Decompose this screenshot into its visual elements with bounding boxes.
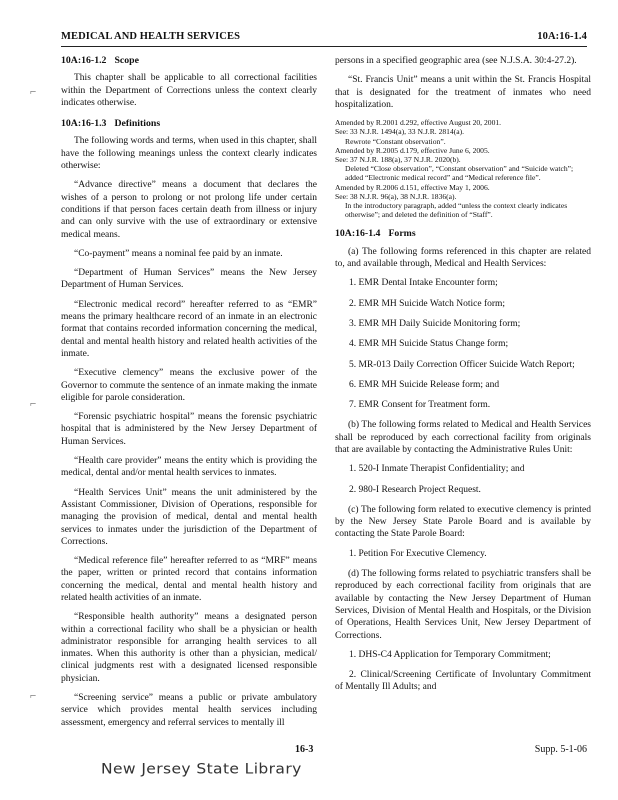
header-section: 10A:16-1.4 — [537, 31, 587, 42]
list-item: 4. EMR MH Suicide Status Change form; — [349, 339, 509, 350]
history-line: See: 37 N.J.R. 188(a), 37 N.J.R. 2020(b). — [335, 155, 461, 164]
list-item: 1. DHS-C4 Application for Temporary Commitment; — [349, 649, 551, 660]
section-number: 10A:16-1.2 — [61, 55, 107, 66]
history-line: Amended by R.2001 d.292, effective August 20, 2001. — [335, 118, 502, 128]
section-heading-forms — [335, 228, 591, 240]
list-item: 1. Petition For Executive Clemency. — [349, 548, 487, 559]
section-title: Scope — [114, 55, 139, 66]
history-line: See: 38 N.J.R. 96(a), 38 N.J.R. 1836(a). — [335, 191, 457, 201]
right-column — [335, 55, 591, 702]
amendment-history — [335, 118, 591, 219]
history-note: Deleted “Close observation”, “Constant observation” and “Suicide watch”; added “Electronic medical record” and “Medical reference file”. — [345, 164, 574, 183]
forms-paragraph-d: (d) The following forms related to psychiatric transfers shall be reproduced by each correctional facility from originals that are available by contacting the New Jersey Department of Human Services, Division of Mental Health and Hospitals, or the Division of Operations, Health Services Unit, New Jersey Department of Corrections. — [335, 569, 591, 641]
supplement-date: Supp. 5-1-06 — [534, 744, 587, 755]
section-number: 10A:16-1.4 — [335, 228, 381, 240]
scan-mark: ⌐ — [30, 690, 37, 702]
definition-paragraph: “Forensic psychiatric hospital” means the forensic psychiatric hospital that is administered by the New Jersey Department of Human Services. — [61, 412, 317, 447]
definition-paragraph: The following words and terms, when used in this chapter, shall have the following meanings unless the context clearly indicates otherwise: — [61, 136, 317, 172]
history-line: See: 33 N.J.R. 1494(a), 33 N.J.R. 2814(a). — [335, 127, 465, 137]
list-item: 2. Clinical/Screening Certificate of Involuntary Commitment of Mentally Ill Adults; and — [335, 670, 591, 693]
page-number: 16-3 — [295, 744, 314, 755]
left-column — [61, 55, 317, 736]
library-stamp: New Jersey State Library — [101, 760, 302, 778]
definition-paragraph: “Responsible health authority” means a designated person within a correctional facility who shall be a physician or health administrator responsible for arranging health services to all inmates. When this authority is other than a physician, medical/ clinical judgments rest with a designated licensed responsible physician. — [61, 612, 317, 684]
definition-paragraph: “Executive clemency” means the exclusive power of the Governor to commute the sentence of an inmate making the inmate eligible for parole consideration. — [61, 368, 317, 403]
definition-paragraph: “Electronic medical record” hereafter referred to as “EMR” means the primary healthcare record of an inmate in an electronic format that contains recorded information concerning the medical, dental and mental health history and related health activities of the inmate. — [61, 299, 317, 359]
definition-paragraph: “Screening service” means a public or private ambulatory service which provides mental health services including assessment, emergency and referral services to mentally ill — [61, 693, 317, 728]
history-note: Rewrote “Constant observation”. — [345, 136, 446, 146]
history-line: Amended by R.2005 d.179, effective June 6, 2005. — [335, 145, 490, 155]
running-header — [61, 31, 587, 42]
definition-paragraph: “St. Francis Unit” means a unit within the St. Francis Hospital that is designated for the treatment of inmates who need hospitalization. — [335, 75, 591, 110]
continuation-paragraph: persons in a specified geographic area (see N.J.S.A. 30:4-27.2). — [335, 56, 577, 66]
definition-paragraph: “Department of Human Services” means the New Jersey Department of Human Services. — [61, 268, 317, 291]
forms-paragraph-c: (c) The following form related to executive clemency is printed by the New Jersey State Parole Board and is available by contacting the State Parole Board: — [335, 504, 591, 540]
header-title: MEDICAL AND HEALTH SERVICES — [61, 31, 241, 42]
section-title: Definitions — [114, 118, 161, 130]
definition-paragraph: “Medical reference file” hereafter referred to as “MRF” means the paper, written or printed record that contains information concerning the medical, dental and mental health history and related health activities of an inmate. — [61, 556, 317, 603]
list-item: 6. EMR MH Suicide Release form; and — [349, 379, 500, 390]
history-line: Amended by R.2006 d.151, effective May 1, 2006. — [335, 182, 490, 192]
list-item: 1. EMR Dental Intake Encounter form; — [349, 278, 498, 289]
section-number: 10A:16-1.3 — [61, 118, 107, 130]
header-rule — [61, 46, 587, 47]
list-item: 7. EMR Consent for Treatment form. — [349, 400, 491, 411]
list-item: 3. EMR MH Daily Suicide Monitoring form; — [349, 318, 521, 329]
forms-paragraph-b: (b) The following forms related to Medical and Health Services shall be reproduced by each correctional facility from originals that are available by contacting the Administrative Rules Unit: — [335, 420, 591, 455]
scan-mark: ⌐ — [30, 398, 37, 410]
list-item: 2. EMR MH Suicide Watch Notice form; — [349, 298, 506, 309]
forms-paragraph-a: (a) The following forms referenced in this chapter are related to, and available through, Medical and Health Services: — [335, 246, 591, 270]
definition-paragraph: “Advance directive” means a document that declares the wishes of a person to prolong or not prolong life under certain conditions if that person faces certain death from illness or injury and can only survive with the use of extraordinary or extensive medical means. — [61, 180, 317, 240]
list-item: 5. MR-013 Daily Correction Officer Suicide Watch Report; — [349, 359, 575, 370]
history-note: In the introductory paragraph, added “unless the context clearly indicates otherwise”; and deleted the definition of “Staff”. — [345, 201, 568, 220]
scope-paragraph: This chapter shall be applicable to all correctional facilities within the Department of Corrections unless the context clearly indicates otherwise. — [61, 73, 317, 108]
definition-paragraph: “Co-payment” means a nominal fee paid by an inmate. — [74, 248, 283, 259]
section-title: Forms — [388, 228, 416, 240]
section-heading-definitions — [61, 118, 317, 130]
section-heading-scope — [61, 55, 317, 67]
list-item: 1. 520-I Inmate Therapist Confidentiality; and — [349, 464, 525, 475]
definition-paragraph: “Health Services Unit” means the unit administered by the Assistant Commissioner, Division of Operations, responsible for managing the provision of medical, dental and mental health services to inmates under the jurisdiction of the Department of Corrections. — [61, 487, 317, 547]
list-item: 2. 980-I Research Project Request. — [349, 484, 481, 495]
definition-paragraph: “Health care provider” means the entity which is providing the medical, dental and/or mental health services to inmates. — [61, 456, 317, 479]
scan-mark: ⌐ — [30, 86, 37, 98]
